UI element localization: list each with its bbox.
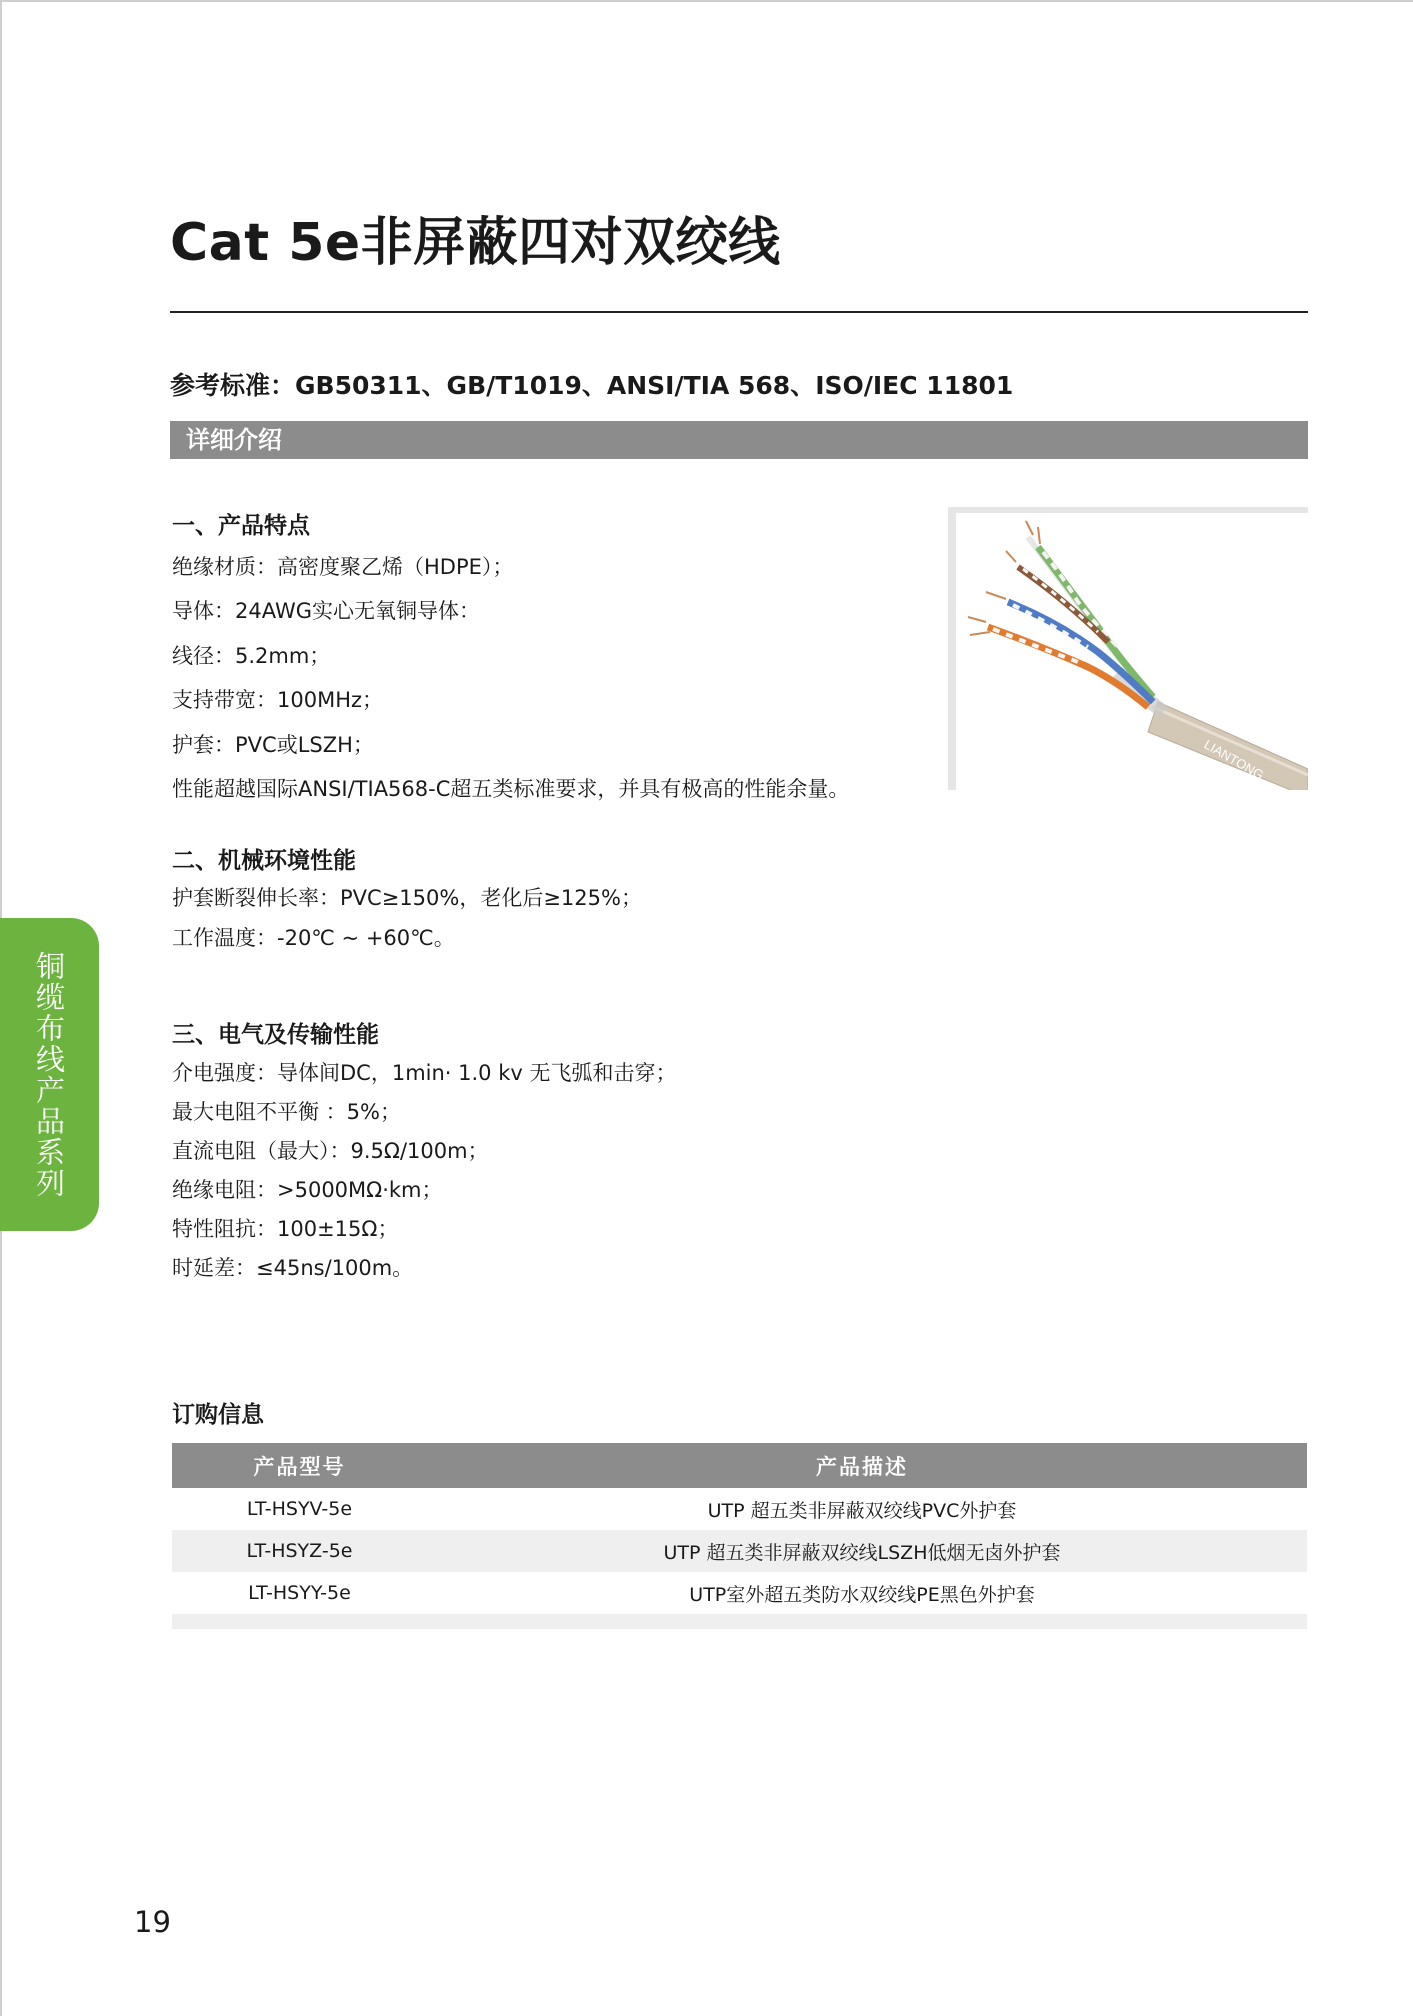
- electrical-line: 绝缘电阻：>5000MΩ·km；: [172, 1178, 443, 1202]
- cable-print-text: LIANTONG: [1201, 736, 1267, 783]
- detail-section-bar: 详细介绍: [170, 421, 1308, 459]
- electrical-line: 时延差：≤45ns/100m。: [172, 1256, 414, 1280]
- model-cell: LT-HSYZ-5e: [246, 1540, 353, 1562]
- table-row: [172, 1530, 1307, 1572]
- feature-line: 绝缘材质：高密度聚乙烯（HDPE）；: [172, 555, 514, 579]
- header-model: 产品型号: [253, 1454, 346, 1479]
- section-heading-electrical: 三、电气及传输性能: [172, 1022, 379, 1048]
- table-row: [172, 1488, 1307, 1530]
- title-divider: [170, 311, 1308, 313]
- section-heading-mechanical: 二、机械环境性能: [172, 848, 356, 874]
- page-border-top: [0, 0, 1413, 2]
- description-cell: UTP 超五类非屏蔽双绞线LSZH低烟无卤外护套: [663, 1541, 1061, 1564]
- feature-line: 性能超越国际ANSI/TIA568-C超五类标准要求，并具有极高的性能余量。: [172, 777, 850, 801]
- feature-line: 护套：PVC或LSZH；: [172, 733, 374, 757]
- side-category-tab: [0, 918, 99, 1231]
- cable-illustration: [948, 507, 1308, 790]
- page-number: 19: [134, 1905, 171, 1939]
- feature-line: 导体：24AWG实心无氧铜导体：: [172, 599, 480, 623]
- side-category-label: 铜缆布线产品系列: [32, 950, 66, 1199]
- page-title: Cat 5e非屏蔽四对双绞线: [170, 213, 781, 273]
- feature-line: 线径：5.2mm；: [172, 644, 331, 668]
- electrical-line: 特性阻抗：100±15Ω；: [172, 1217, 399, 1241]
- section-heading-features: 一、产品特点: [172, 513, 310, 539]
- description-cell: UTP室外超五类防水双绞线PE黑色外护套: [689, 1583, 1035, 1606]
- model-cell: LT-HSYY-5e: [248, 1582, 351, 1604]
- table-row: [172, 1572, 1307, 1614]
- feature-line: 支持带宽：100MHz；: [172, 688, 384, 712]
- order-table: [172, 1443, 1307, 1629]
- order-table-footer: [172, 1614, 1307, 1629]
- order-table-header: [172, 1443, 1307, 1488]
- description-cell: UTP 超五类非屏蔽双绞线PVC外护套: [707, 1499, 1017, 1522]
- cable-product-photo: [948, 507, 1308, 790]
- reference-standards: 参考标准：GB50311、GB/T1019、ANSI/TIA 568、ISO/IEC 11801: [170, 371, 1014, 400]
- order-info-title: 订购信息: [172, 1402, 264, 1428]
- mechanical-line: 护套断裂伸长率：PVC≥150%，老化后≥125%；: [172, 886, 642, 910]
- header-description: 产品描述: [816, 1454, 908, 1479]
- electrical-line: 最大电阻不平衡 ：5%；: [172, 1100, 401, 1124]
- electrical-line: 介电强度：导体间DC，1min· 1.0 kv 无飞弧和击穿；: [172, 1061, 677, 1085]
- model-cell: LT-HSYV-5e: [246, 1498, 353, 1520]
- mechanical-line: 工作温度：-20℃ ~ +60℃。: [172, 926, 455, 950]
- electrical-line: 直流电阻（最大）：9.5Ω/100m；: [172, 1139, 489, 1163]
